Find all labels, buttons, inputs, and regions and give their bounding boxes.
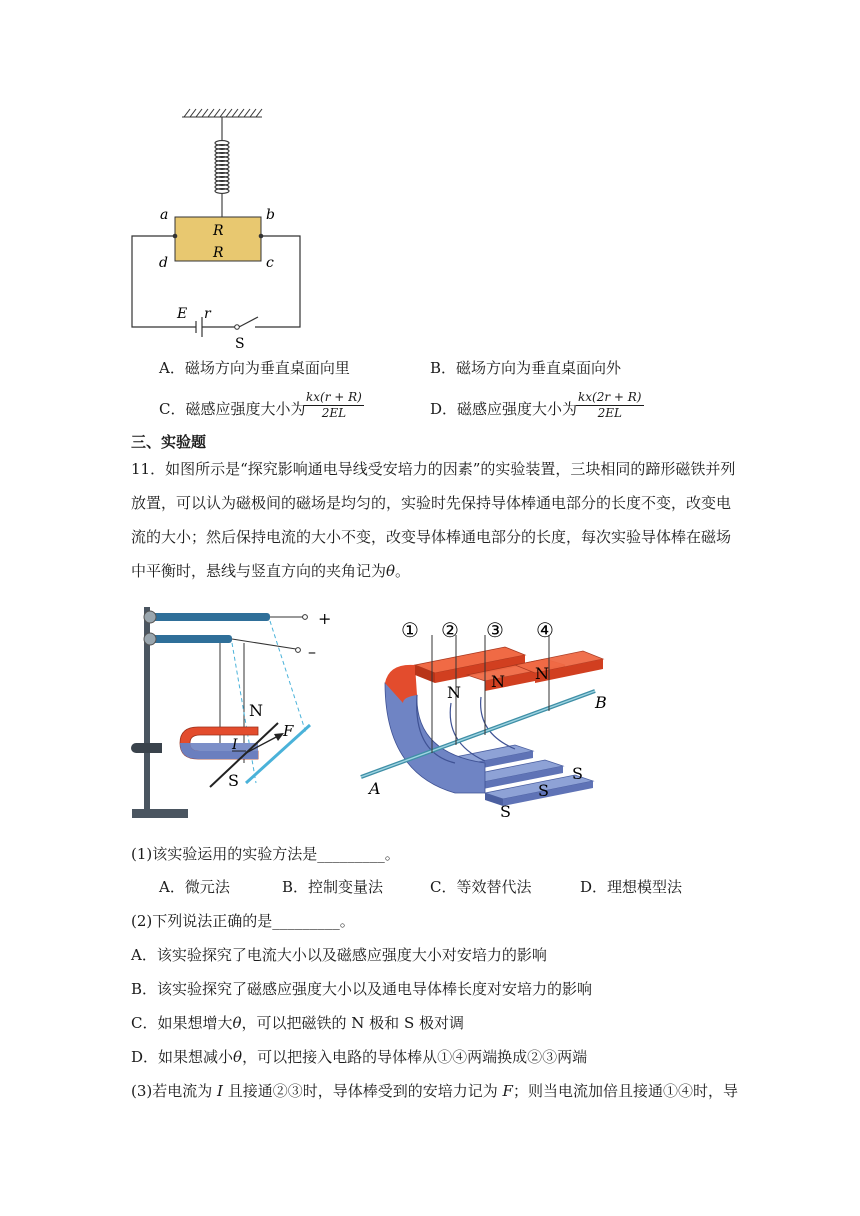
ceiling-support: [182, 109, 262, 117]
pole-S-2: S: [538, 781, 549, 800]
label-I: I: [232, 737, 238, 753]
q10-option-d-numerator: kx(2r + R): [578, 390, 642, 404]
q10-option-b: B．磁场方向为垂直桌面向外: [430, 359, 622, 377]
sub2-option-b: B．该实验探究了磁感应强度大小以及通电导体棒长度对安培力的影响: [131, 980, 593, 998]
apparatus-diagram: [128, 603, 343, 823]
terminal-minus: –: [308, 642, 316, 661]
label-emf: E: [177, 306, 188, 322]
label-switch: S: [235, 336, 245, 350]
sub2-question: (2)下列说法正确的是_________。: [131, 912, 355, 930]
lower-rod: [148, 635, 232, 643]
q10-option-d-prefix: D．磁感应强度大小为: [430, 400, 578, 418]
label-internal-r: r: [204, 306, 211, 322]
label-resistor-top: R: [213, 223, 224, 239]
sub2-option-c-rest: ，可以把磁铁的 N 极和 S 极对调: [241, 1014, 464, 1032]
force-symbol: F: [502, 1082, 513, 1100]
junction-right: [259, 234, 264, 239]
stand-base: [132, 809, 188, 818]
sub2-option-d-rest: ，可以把接入电路的导体棒从①④两端换成②③两端: [242, 1048, 588, 1066]
section-title: 三、实验题: [131, 433, 207, 451]
q11-stem-line1: 11．如图所示是“探究影响通电导线受安培力的因素”的实验装置，三块相同的蹄形磁铁并列: [131, 460, 736, 478]
upper-rod: [148, 613, 270, 621]
q10-option-c-numerator: kx(r + R): [306, 390, 362, 404]
label-S: S: [228, 771, 239, 790]
label-c: c: [266, 255, 274, 271]
spring: [215, 117, 229, 217]
label-a: a: [160, 207, 169, 223]
sub2-option-c-text: C．如果想增大: [131, 1014, 233, 1032]
q11-stem-line4-text: 中平衡时，悬线与竖直方向的夹角记为: [131, 562, 387, 580]
sub1-option-b: B．控制变量法: [282, 878, 384, 896]
q10-option-d-denominator: 2EL: [597, 406, 622, 420]
theta-symbol: θ: [386, 562, 396, 580]
q10-option-c-prefix: C．磁感应强度大小为: [159, 400, 306, 418]
sub2-option-d: [131, 1046, 587, 1068]
lower-knob: [144, 633, 156, 645]
sub2-option-d-text: D．如果想减小: [131, 1048, 234, 1066]
sub3-text-a: (3)若电流为: [131, 1082, 218, 1100]
sub1-option-c: C．等效替代法: [430, 878, 532, 896]
q10-option-a: A．磁场方向为垂直桌面向里: [159, 359, 350, 377]
rod-end-A: A: [369, 779, 381, 798]
label-resistor-bottom: R: [213, 245, 224, 261]
sub1-option-d: D．理想模型法: [580, 878, 683, 896]
pole-S-3: S: [572, 764, 583, 783]
q11-stem-line4: [131, 560, 410, 582]
sub1-question: (1)该实验运用的实验方法是_________。: [131, 845, 400, 863]
magnet-array-diagram: [355, 603, 620, 823]
pole-S-1: S: [500, 802, 511, 821]
magnet-north-poles: [415, 647, 603, 691]
q10-option-c-fraction: [304, 390, 364, 421]
label-d: d: [159, 255, 168, 271]
current-symbol: I: [217, 1082, 223, 1100]
switch-pivot: [235, 325, 240, 330]
junction-left: [173, 234, 178, 239]
pole-N-2: N: [491, 672, 505, 691]
label-N: N: [249, 701, 263, 720]
label-F: F: [283, 722, 294, 740]
sub3-text-c: ；则当电流加倍且接通①④时，导: [512, 1082, 738, 1100]
sub2-option-a: A．该实验探究了电流大小以及磁感应强度大小对安培力的影响: [131, 946, 547, 964]
rod-end-B: B: [595, 693, 607, 712]
q10-option-d-fraction: [576, 390, 644, 421]
terminal-plus: +: [318, 609, 332, 628]
theta-symbol: θ: [232, 1014, 242, 1032]
terminal-4: ④: [536, 618, 554, 642]
q11-stem-line3: 流的大小；然后保持电流的大小不变，改变导体棒通电部分的长度，每次实验导体棒在磁场: [131, 528, 732, 546]
circuit-diagram: [120, 105, 320, 350]
sub3-question: [131, 1080, 738, 1102]
theta-symbol: θ: [233, 1048, 243, 1066]
pole-N-1: N: [447, 683, 461, 702]
q11-stem-line4-end: 。: [395, 562, 411, 580]
terminal-3: ③: [486, 618, 504, 642]
terminal-1: ①: [401, 618, 419, 642]
upper-knob: [144, 611, 156, 623]
q10-option-c-denominator: 2EL: [321, 406, 347, 420]
label-b: b: [266, 207, 275, 223]
terminal-2: ②: [441, 618, 459, 642]
sub2-option-c: [131, 1012, 464, 1034]
pole-N-3: N: [535, 664, 549, 683]
sub1-option-a: A．微元法: [159, 878, 230, 896]
q11-stem-line2: 放置，可以认为磁极间的磁场是均匀的，实验时先保持导体棒通电部分的长度不变，改变电: [131, 494, 732, 512]
sub3-text-b: 且接通②③时，导体棒受到的安培力记为: [222, 1082, 503, 1100]
